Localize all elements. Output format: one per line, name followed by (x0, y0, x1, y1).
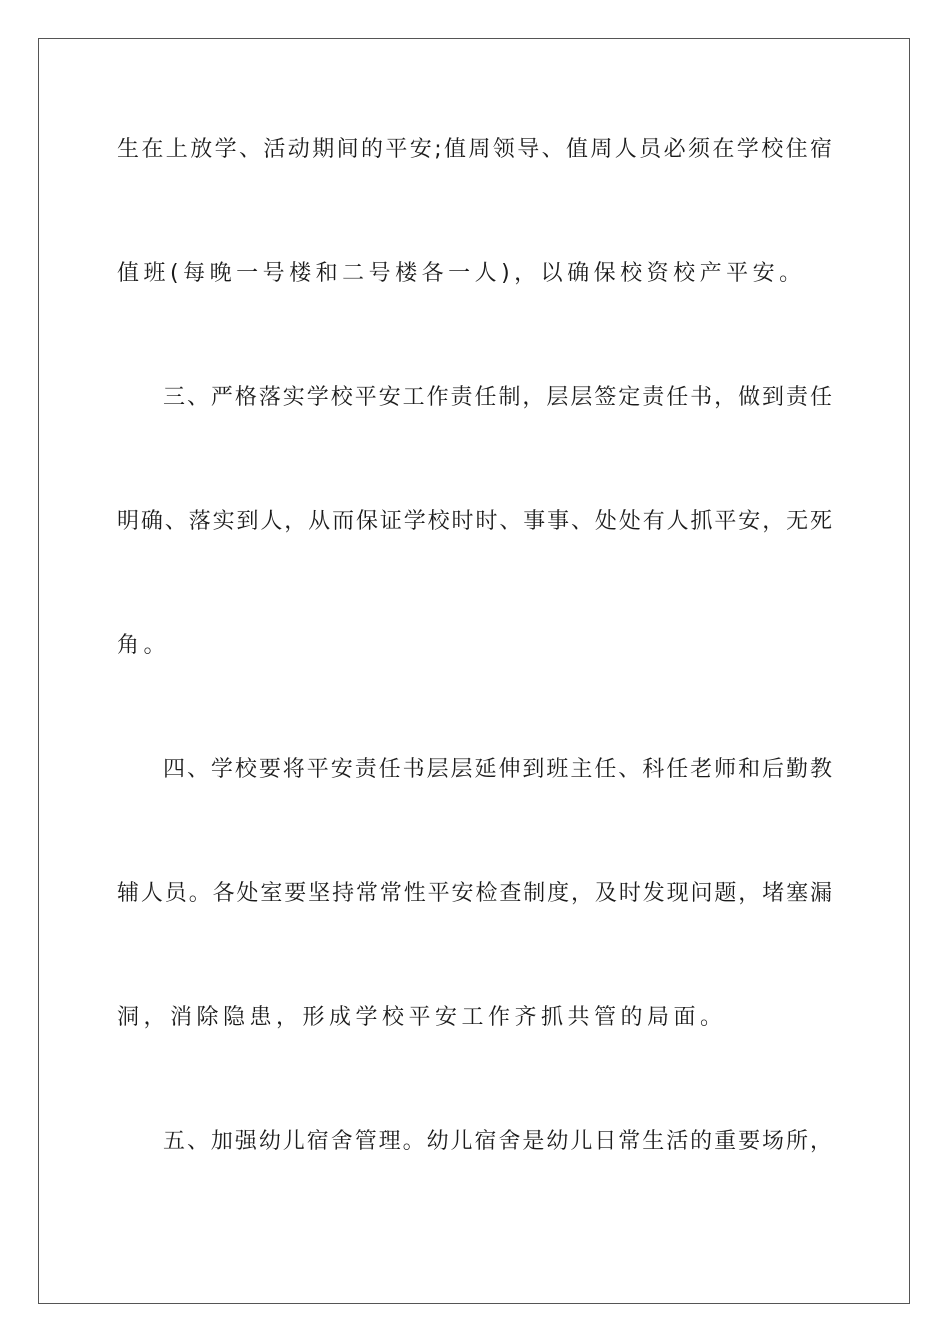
text-line: 辅人员。各处室要坚持常常性平安检查制度，及时发现问题，堵塞漏 (117, 881, 832, 906)
text-line: 角。 (117, 633, 171, 658)
text-line: 洞，消除隐患，形成学校平安工作齐抓共管的局面。 (117, 1005, 727, 1030)
page-frame (38, 38, 910, 1304)
text-line: 生在上放学、活动期间的平安;值周领导、值周人员必须在学校住宿 (117, 137, 832, 162)
text-line: 值班(每晚一号楼和二号楼各一人)，以确保校资校产平安。 (117, 261, 806, 286)
paragraph-start-line: 三、严格落实学校平安工作责任制，层层签定责任书，做到责任 (163, 385, 832, 410)
paragraph-start-line: 五、加强幼儿宿舍管理。幼儿宿舍是幼儿日常生活的重要场所， (163, 1129, 832, 1154)
text-line: 明确、落实到人，从而保证学校时时、事事、处处有人抓平安，无死 (117, 509, 832, 534)
paragraph-start-line: 四、学校要将平安责任书层层延伸到班主任、科任老师和后勤教 (163, 757, 832, 782)
